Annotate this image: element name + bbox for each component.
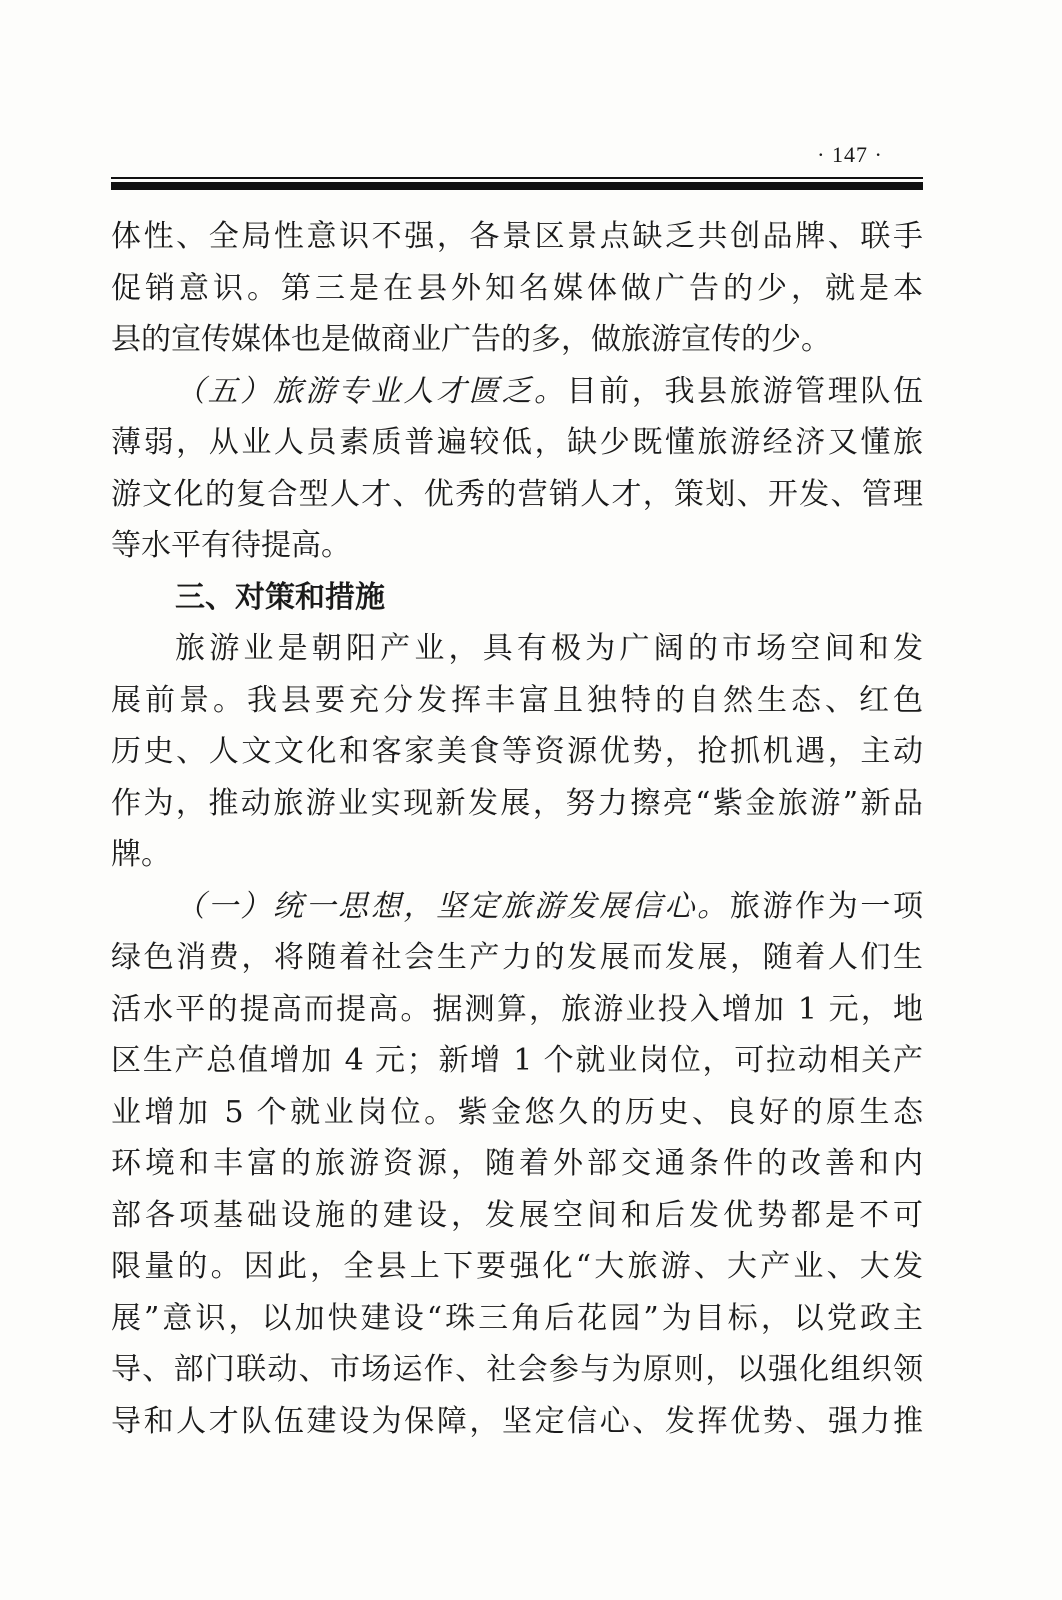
subheading-one: （一）统一思想，坚定旅游发展信心。 [175, 888, 730, 924]
text-line: 展前景。我县要充分发挥丰富且独特的自然生态、红色 [111, 682, 923, 718]
text-line: 作为，推动旅游业实现新发展，努力擦亮“紫金旅游”新品 [111, 785, 923, 821]
text-line: 展”意识，以加快建设“珠三角后花园”为目标，以党政主 [111, 1300, 923, 1336]
text-line: 游文化的复合型人才、优秀的营销人才，策划、开发、管理 [111, 476, 923, 512]
text-line: 促销意识。第三是在县外知名媒体做广告的少，就是本 [111, 270, 923, 306]
text-line: 等水平有待提高。 [111, 528, 351, 563]
text-line: 限量的。因此，全县上下要强化“大旅游、大产业、大发 [111, 1249, 923, 1284]
header-rule-thin [111, 177, 923, 179]
subheading-five: （五）旅游专业人才匮乏。 [175, 373, 567, 409]
section-heading: 三、对策和措施 [175, 579, 385, 615]
page-number: · 147 · [817, 142, 883, 167]
text-line: 导、部门联动、市场运作、社会参与为原则，以强化组织领 [111, 1352, 923, 1387]
text-line-rest: 目前，我县旅游管理队伍 [566, 373, 923, 409]
text-line: 薄弱，从业人员素质普遍较低，缺少既懂旅游经济又懂旅 [111, 425, 923, 460]
text-line-rest: 旅游作为一项 [729, 888, 923, 924]
subheading-line [111, 366, 923, 418]
text-line: 活水平的提高而提高。据测算，旅游业投入增加 1 元，地 [111, 991, 923, 1027]
text-line: 部各项基础设施的建设，发展空间和后发优势都是不可 [111, 1197, 923, 1233]
text-line: 县的宣传媒体也是做商业广告的多，做旅游宣传的少。 [111, 322, 831, 357]
text-line: 历史、人文文化和客家美食等资源优势，抢抓机遇，主动 [111, 734, 923, 769]
text-line: 体性、全局性意识不强，各景区景点缺乏共创品牌、联手 [111, 219, 923, 254]
text-line: 绿色消费，将随着社会生产力的发展而发展，随着人们生 [111, 940, 923, 975]
header-rule-thick [111, 182, 923, 190]
text-line: 旅游业是朝阳产业，具有极为广阔的市场空间和发 [175, 631, 923, 666]
body-text [111, 211, 923, 1447]
text-line: 区生产总值增加 4 元；新增 1 个就业岗位，可拉动相关产 [111, 1043, 923, 1078]
subheading-line [111, 881, 923, 933]
text-line: 环境和丰富的旅游资源，随着外部交通条件的改善和内 [111, 1146, 923, 1181]
text-line: 业增加 5 个就业岗位。紫金悠久的历史、良好的原生态 [111, 1094, 923, 1130]
text-line: 导和人才队伍建设为保障，坚定信心、发挥优势、强力推 [111, 1403, 923, 1439]
text-line: 牌。 [111, 837, 171, 872]
